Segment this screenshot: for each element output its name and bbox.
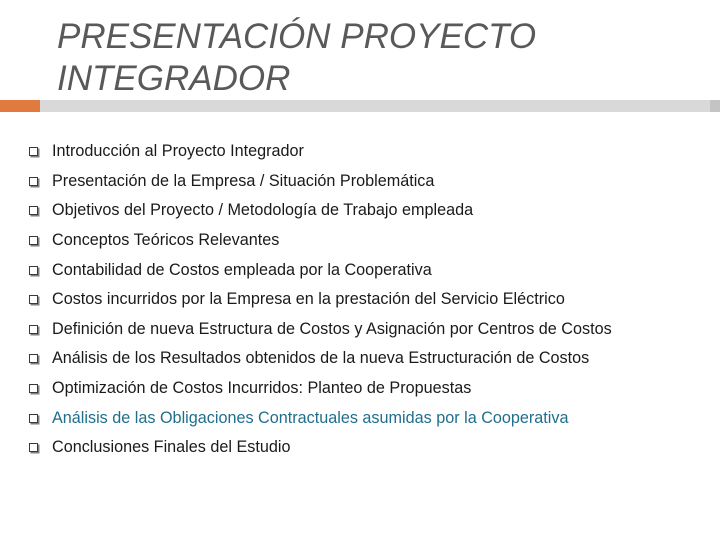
- list-item: [24, 285, 720, 315]
- square-bullet-icon: [29, 177, 38, 186]
- list-item: [24, 255, 720, 285]
- list-item: [24, 196, 720, 226]
- square-bullet-icon: [29, 325, 38, 334]
- list-item: [24, 315, 720, 345]
- agenda-list: [24, 137, 720, 463]
- list-item-text: Costos incurridos por la Empresa en la prestación del Servicio Eléctrico: [52, 290, 565, 309]
- list-item-text: Conceptos Teóricos Relevantes: [52, 231, 280, 250]
- list-item: [24, 167, 720, 197]
- list-item-text: Introducción al Proyecto Integrador: [52, 142, 304, 161]
- list-item-text: Optimización de Costos Incurridos: Planteo de Propuestas: [52, 379, 472, 398]
- square-bullet-icon: [29, 443, 38, 452]
- list-item: [24, 344, 720, 374]
- square-bullet-icon: [29, 384, 38, 393]
- title-rule-accent: [0, 100, 40, 112]
- square-bullet-icon: [29, 147, 38, 156]
- list-item: [24, 137, 720, 167]
- list-item-text: Análisis de los Resultados obtenidos de la nueva Estructuración de Costos: [52, 349, 590, 368]
- square-bullet-icon: [29, 236, 38, 245]
- title-line-2: INTEGRADOR: [57, 59, 291, 98]
- list-item: [24, 226, 720, 256]
- list-item-text: Definición de nueva Estructura de Costos y Asignación por Centros de Costos: [52, 319, 612, 338]
- title-rule-cap: [710, 100, 720, 112]
- list-item: [24, 403, 720, 433]
- square-bullet-icon: [29, 414, 38, 423]
- list-item-text: Contabilidad de Costos empleada por la Cooperativa: [52, 260, 432, 279]
- title-rule: [40, 100, 720, 112]
- list-item: [24, 433, 720, 463]
- square-bullet-icon: [29, 354, 38, 363]
- list-item-text: Conclusiones Finales del Estudio: [52, 438, 291, 457]
- square-bullet-icon: [29, 295, 38, 304]
- list-item-text: Presentación de la Empresa / Situación Problemática: [52, 171, 435, 190]
- list-item-text: Análisis de las Obligaciones Contractuales asumidas por la Cooperativa: [52, 408, 569, 427]
- square-bullet-icon: [29, 266, 38, 275]
- page-title: [57, 16, 657, 100]
- list-item: [24, 374, 720, 404]
- title-line-1: PRESENTACIÓN PROYECTO: [57, 17, 537, 56]
- list-item-text: Objetivos del Proyecto / Metodología de Trabajo empleada: [52, 201, 474, 220]
- square-bullet-icon: [29, 206, 38, 215]
